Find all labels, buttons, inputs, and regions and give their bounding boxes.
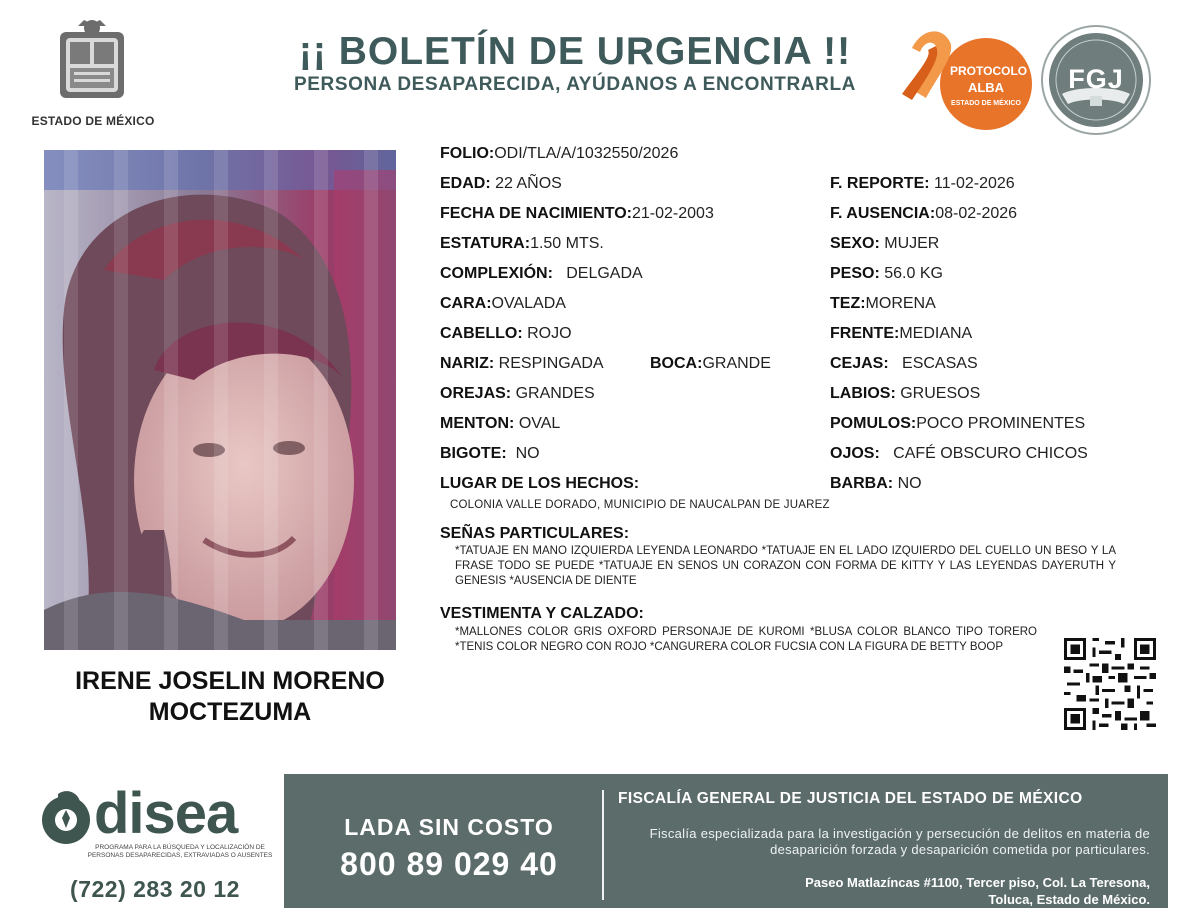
nariz-value: RESPINGADA [498, 355, 604, 372]
fiscalia-title: FISCALÍA GENERAL DE JUSTICIA DEL ESTADO DE MÉXICO [618, 790, 1083, 807]
odisea-phone: (722) 283 20 12 [70, 876, 240, 902]
complexion-value: DELGADA [566, 265, 643, 282]
f-reporte-label: F. REPORTE: [830, 175, 930, 192]
cabello-label: CABELLO: [440, 325, 523, 342]
boca-row [650, 355, 771, 373]
estado-de-mexico-logo [28, 18, 158, 128]
cara-row [440, 295, 566, 313]
qr-code-icon[interactable] [1064, 638, 1156, 730]
fiscalia-address [610, 874, 1150, 908]
cejas-value: ESCASAS [902, 355, 978, 372]
pomulos-label: POMULOS: [830, 415, 917, 432]
alba-label-alba: ALBA [967, 80, 1005, 95]
ojos-value: CAFÉ OBSCURO CHICOS [893, 445, 1088, 462]
page-title: ¡¡ BOLETÍN DE URGENCIA !! [298, 30, 852, 73]
fgj-label: FGJ [1068, 64, 1124, 94]
ojos-label: OJOS: [830, 445, 880, 462]
lugar-row [440, 475, 639, 493]
alba-label-estado: ESTADO DE MÉXICO [951, 100, 1021, 107]
cara-value: OVALADA [491, 295, 566, 312]
fiscalia-address-line1: Paseo Matlazíncas #1100, Tercer piso, Col. La Teresona, [805, 875, 1150, 890]
bigote-label: BIGOTE: [440, 445, 507, 462]
ojos-row [830, 445, 1088, 463]
boca-value: GRANDE [702, 355, 771, 372]
edad-value: 22 AÑOS [495, 175, 562, 192]
lada-phone-number: 800 89 029 40 [340, 846, 558, 882]
orejas-value: GRANDES [515, 385, 595, 402]
frente-value: MEDIANA [899, 325, 973, 342]
complexion-row [440, 265, 643, 283]
menton-label: MENTON: [440, 415, 515, 432]
edad-label: EDAD: [440, 175, 491, 192]
sexo-label: SEXO: [830, 235, 880, 252]
f-ausencia-row [830, 205, 1017, 223]
cara-label: CARA: [440, 295, 492, 312]
estatura-label: ESTATURA: [440, 235, 531, 252]
frente-label: FRENTE: [830, 325, 900, 342]
labios-value: GRUESOS [900, 385, 981, 402]
lugar-value: COLONIA VALLE DORADO, MUNICIPIO DE NAUCALPAN DE JUAREZ [450, 499, 830, 511]
tez-row [830, 295, 936, 313]
f-ausencia-label: F. AUSENCIA: [830, 205, 936, 222]
lugar-label: LUGAR DE LOS HECHOS: [440, 475, 640, 492]
vestimenta-text: *MALLONES COLOR GRIS OXFORD PERSONAJE DE KUROMI *BLUSA COLOR BLANCO TIPO TORERO *TENIS COLOR NEGRO CON ROJO *CANGURERA COLOR FUCSIA CON LA FIGURA DE BETTY BOOP [455, 626, 1037, 653]
peso-label: PESO: [830, 265, 880, 282]
missing-person-photo [44, 150, 396, 650]
estado-label: ESTADO DE MÉXICO [31, 114, 155, 128]
footer-divider [602, 790, 604, 900]
nacimiento-value: 21-02-2003 [632, 205, 714, 222]
person-name [40, 666, 420, 728]
peso-value: 56.0 KG [884, 265, 943, 282]
person-name-line2: MOCTEZUMA [148, 698, 312, 726]
nacimiento-label: FECHA DE NACIMIENTO: [440, 205, 632, 222]
pomulos-value: POCO PROMINENTES [916, 415, 1086, 432]
fgj-seal [1040, 24, 1152, 136]
pomulos-row [830, 415, 1085, 433]
fiscalia-address-line2: Toluca, Estado de México. [988, 892, 1150, 907]
barba-label: BARBA: [830, 475, 894, 492]
barba-row [830, 475, 922, 493]
bigote-row [440, 445, 540, 463]
nariz-row [440, 355, 604, 373]
folio-value: ODI/TLA/A/1032550/2026 [494, 145, 679, 162]
cabello-row [440, 325, 572, 343]
complexion-label: COMPLEXIÓN: [440, 265, 553, 282]
tez-label: TEZ: [830, 295, 866, 312]
odisea-program-text: PROGRAMA PARA LA BÚSQUEDA Y LOCALIZACIÓN DE PERSONAS DESAPARECIDAS, EXTRAVIADAS O AUSENTES [87, 844, 273, 859]
senas-text: *TATUAJE EN MANO IZQUIERDA LEYENDA LEONARDO *TATUAJE EN EL LADO IZQUIERDO DEL CUELLO UN BESO Y LA FRASE TODO SE PUEDE *TATUAJE EN SENOS UN CORAZON CON FORMA DE KITTY Y LAS LEYENDAS DAYERUTH Y GENESIS *AUSENCIA DE DIENTE [455, 545, 1116, 587]
senas-heading: SEÑAS PARTICULARES: [440, 525, 630, 542]
footer-contact-panel [284, 774, 1168, 908]
estatura-row [440, 235, 604, 253]
folio-label: FOLIO: [440, 145, 495, 162]
lada-sin-costo-label: LADA SIN COSTO [344, 814, 554, 840]
folio-row [440, 145, 678, 163]
bigote-value: NO [515, 445, 540, 462]
odisea-wordmark: disea [94, 781, 238, 846]
cejas-row [830, 355, 978, 373]
page-subtitle: PERSONA DESAPARECIDA, AYÚDANOS A ENCONTRARLA [294, 74, 856, 95]
nariz-label: NARIZ: [440, 355, 495, 372]
frente-row [830, 325, 972, 343]
tez-value: MORENA [865, 295, 936, 312]
sexo-row [830, 235, 939, 253]
odisea-map-icon [36, 788, 96, 848]
edad-row [440, 175, 562, 193]
menton-value: OVAL [518, 415, 561, 432]
person-name-line1: IRENE JOSELIN MORENO [75, 667, 385, 695]
f-ausencia-value: 08-02-2026 [935, 205, 1018, 222]
labios-row [830, 385, 980, 403]
peso-row [830, 265, 943, 283]
cabello-value: ROJO [527, 325, 572, 342]
estatura-value: 1.50 MTS. [530, 235, 604, 252]
estado-shield-icon [54, 18, 130, 106]
orejas-row [440, 385, 595, 403]
orejas-label: OREJAS: [440, 385, 512, 402]
barba-value: NO [897, 475, 922, 492]
fiscalia-description: Fiscalía especializada para la investigación y persecución de delitos en materia de desaparición forzada y desaparición cometida por particulares. [649, 826, 1150, 857]
boca-label: BOCA: [650, 355, 703, 372]
menton-row [440, 415, 560, 433]
f-reporte-value: 11-02-2026 [934, 175, 1015, 192]
odisea-logo [36, 781, 276, 864]
cejas-label: CEJAS: [830, 355, 889, 372]
labios-label: LABIOS: [830, 385, 896, 402]
vestimenta-heading: VESTIMENTA Y CALZADO: [440, 605, 644, 622]
f-reporte-row [830, 175, 1015, 193]
person-photo-image [44, 150, 396, 650]
nacimiento-row [440, 205, 714, 223]
sexo-value: MUJER [884, 235, 940, 252]
protocolo-alba-logo [898, 20, 1033, 135]
alba-label-protocolo: PROTOCOLO [950, 64, 1028, 78]
